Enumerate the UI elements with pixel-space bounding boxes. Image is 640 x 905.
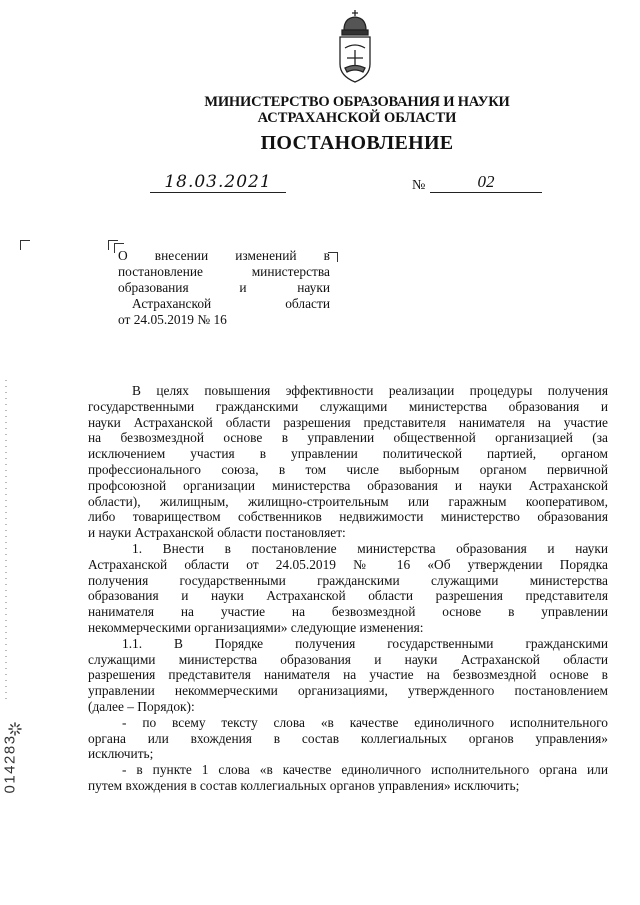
body-line: разрешения представителя нанимателя на участие на безвозмездной основе в [88,667,608,683]
number-label: № [412,178,426,193]
body-line: управлении некоммерческими организациями, утвержденного постановлением [88,683,608,699]
body-line: 1.1. В Порядке получения государственными гражданскими [122,635,608,651]
subject-line: Астраханской области [132,296,330,311]
body-line: исключить; [88,746,154,762]
scan-edge-dots [5,380,7,700]
body-line: Астраханской области от 24.05.2019 № 16 «Об утверждении Порядка [88,556,608,572]
body-line: путем вхождения в состав коллегиальных органов управления» исключить; [88,777,520,793]
body-line: государственными гражданскими служащими министерства образования и [88,398,608,414]
body-line: некоммерческими организациями» следующие изменения: [88,619,424,635]
ministry-name-line1: МИНИСТЕРСТВО ОБРАЗОВАНИЯ И НАУКИ [204,94,510,110]
document-subject [118,248,330,328]
body-line: профессионального союза, в том числе выборным органом первичной [88,461,608,477]
body-line: науки Астраханской области разрешения представителя нанимателя на участие [88,414,608,430]
subject-line: от 24.05.2019 № 16 [118,312,227,327]
body-line: В целях повышения эффективности реализации процедуры получения [132,383,608,398]
subject-line: образования и науки [118,280,330,295]
body-line: органа или вхождения в состав коллегиальных органов управления» [88,730,608,746]
document-type-title: ПОСТАНОВЛЕНИЕ [260,132,454,154]
body-line: исключением участия в управлении политической партией, органом [88,446,608,462]
body-line: (далее – Порядок): [88,698,195,714]
body-line: области), жилищным, жилищно-строительным или гаражным кооперативом, [88,493,608,509]
body-line: - в пункте 1 слова «в качестве единоличного исполнительного органа или [122,762,608,778]
document-date: 18.03.2021 [150,172,286,193]
side-registration-number: 014283 [1,734,19,794]
ministry-name-line2: АСТРАХАНСКОЙ ОБЛАСТИ [257,110,457,126]
body-line: 1. Внести в постановление министерства образования и науки [132,540,608,556]
body-line: образования и науки Астраханской области разрешения представителя [88,588,608,604]
body-line: профсоюзной организации министерства образования и науки Астраханской [88,477,608,493]
body-line: получения государственными гражданскими служащими министерства [88,572,608,588]
body-line: либо товариществом собственников недвижимости министерство образования [88,509,608,525]
body-line: служащими министерства образования и науки Астраханской области [88,651,608,667]
corner-mark-left [20,240,30,250]
body-line: и науки Астраханской области постановляет: [88,525,346,541]
body-line: нанимателя на участие на безвозмездной основе в управлении [88,604,608,620]
subject-line: постановление министерства [118,264,330,279]
body-line: на безвозмездной основе в управлении общественной организацией (за [88,430,608,446]
body-line: - по всему тексту слова «в качестве единоличного исполнительного [122,714,608,730]
document-number: 02 [430,172,542,193]
coat-of-arms-icon [330,8,380,88]
document-body [88,383,608,794]
subject-line: О внесении изменений в [118,248,330,263]
